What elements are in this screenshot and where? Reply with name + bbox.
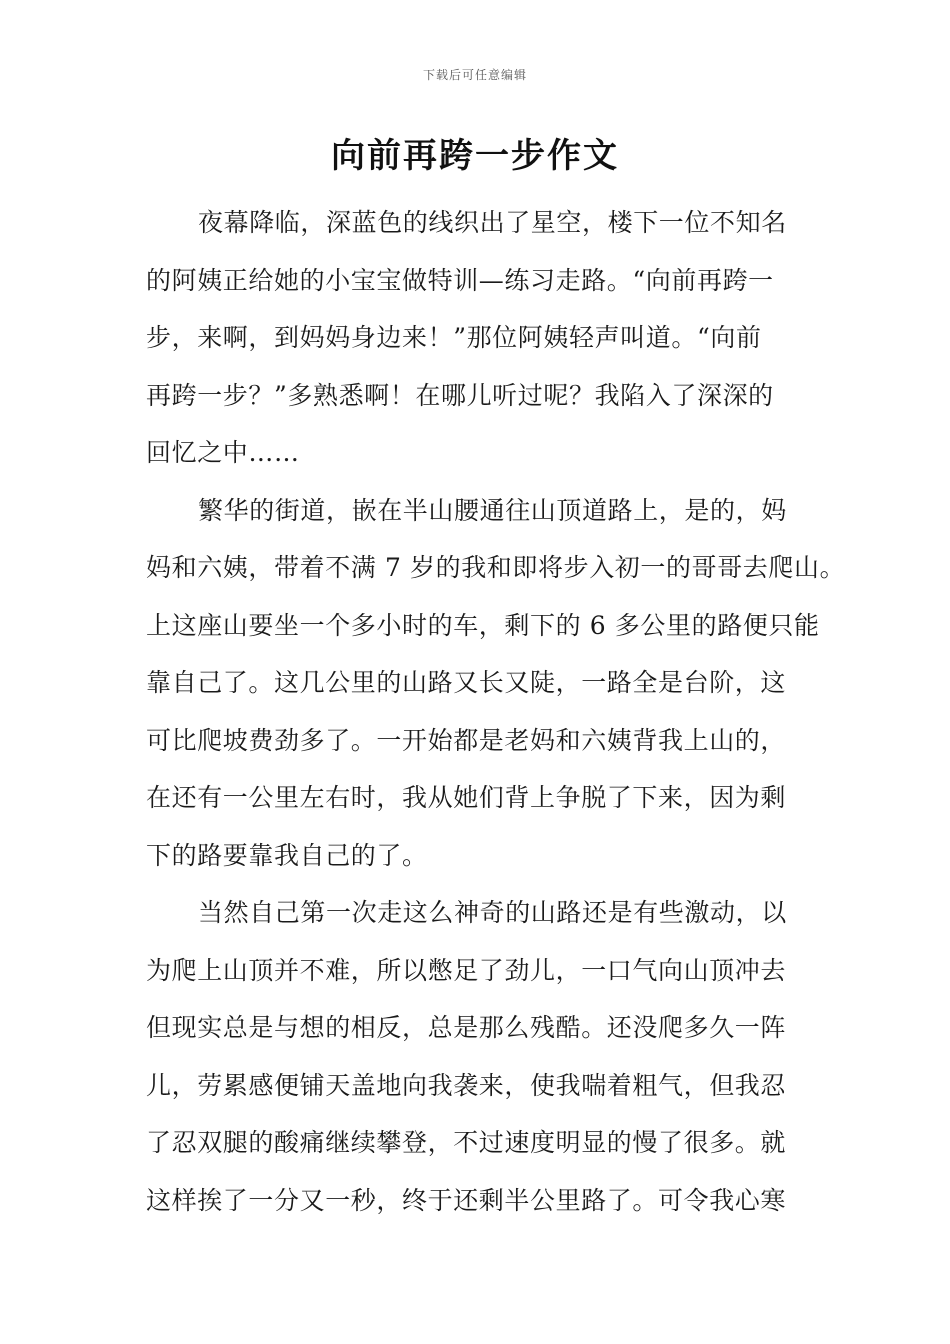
paragraph-3-line-3: 但现实总是与想的相反，总是那么残酷。还没爬多久一阵	[146, 1013, 787, 1042]
paragraph-3-line-6: 这样挨了一分又一秒，终于还剩半公里路了。可令我心寒	[146, 1185, 787, 1215]
paragraph-2-line-3: 上这座山要坐一个多小时的车，剩下的 6 多公里的路便只能	[146, 610, 820, 640]
document-body	[146, 201, 846, 1236]
paragraph-2-line-1: 繁华的街道，嵌在半山腰通往山顶道路上，是的，妈	[198, 495, 787, 525]
paragraph-3-line-1: 当然自己第一次走这么神奇的山路还是有些激动，以	[198, 898, 787, 927]
document-title: 向前再跨一步作文	[331, 136, 619, 176]
paragraph-3-line-5: 了忍双腿的酸痛继续攀登，不过速度明显的慢了很多。就	[146, 1128, 787, 1157]
paragraph-2-line-2: 妈和六姨，带着不满 7 岁的我和即将步入初一的哥哥去爬山。	[146, 553, 846, 582]
paragraph-2-line-6: 在还有一公里左右时，我从她们背上争脱了下来，因为剩	[146, 783, 787, 812]
header-note: 下载后可任意编辑	[422, 68, 527, 82]
paragraph-2-line-7: 下的路要靠我自己的了。	[146, 840, 428, 870]
paragraph-1-line-1: 夜幕降临，深蓝色的线织出了星空，楼下一位不知名	[198, 208, 787, 237]
paragraph-2-line-4: 靠自己了。这几公里的山路又长又陡，一路全是台阶，这	[146, 668, 787, 697]
paragraph-3-line-2: 为爬上山顶并不难，所以憋足了劲儿，一口气向山顶冲去	[146, 955, 787, 985]
paragraph-1-line-5: 回忆之中……	[146, 438, 300, 467]
paragraph-1-line-4: 再跨一步？”多熟悉啊！在哪儿听过呢？我陷入了深深的	[146, 380, 774, 410]
paragraph-1-line-2: 的阿姨正给她的小宝宝做特训—练习走路。“向前再跨一	[146, 265, 774, 295]
paragraph-1-line-3: 步，来啊，到妈妈身边来！”那位阿姨轻声叫道。“向前	[146, 323, 762, 352]
paragraph-3-line-4: 儿，劳累感便铺天盖地向我袭来，使我喘着粗气，但我忍	[146, 1070, 787, 1100]
paragraph-2-line-5: 可比爬坡费劲多了。一开始都是老妈和六姨背我上山的，	[146, 725, 787, 755]
